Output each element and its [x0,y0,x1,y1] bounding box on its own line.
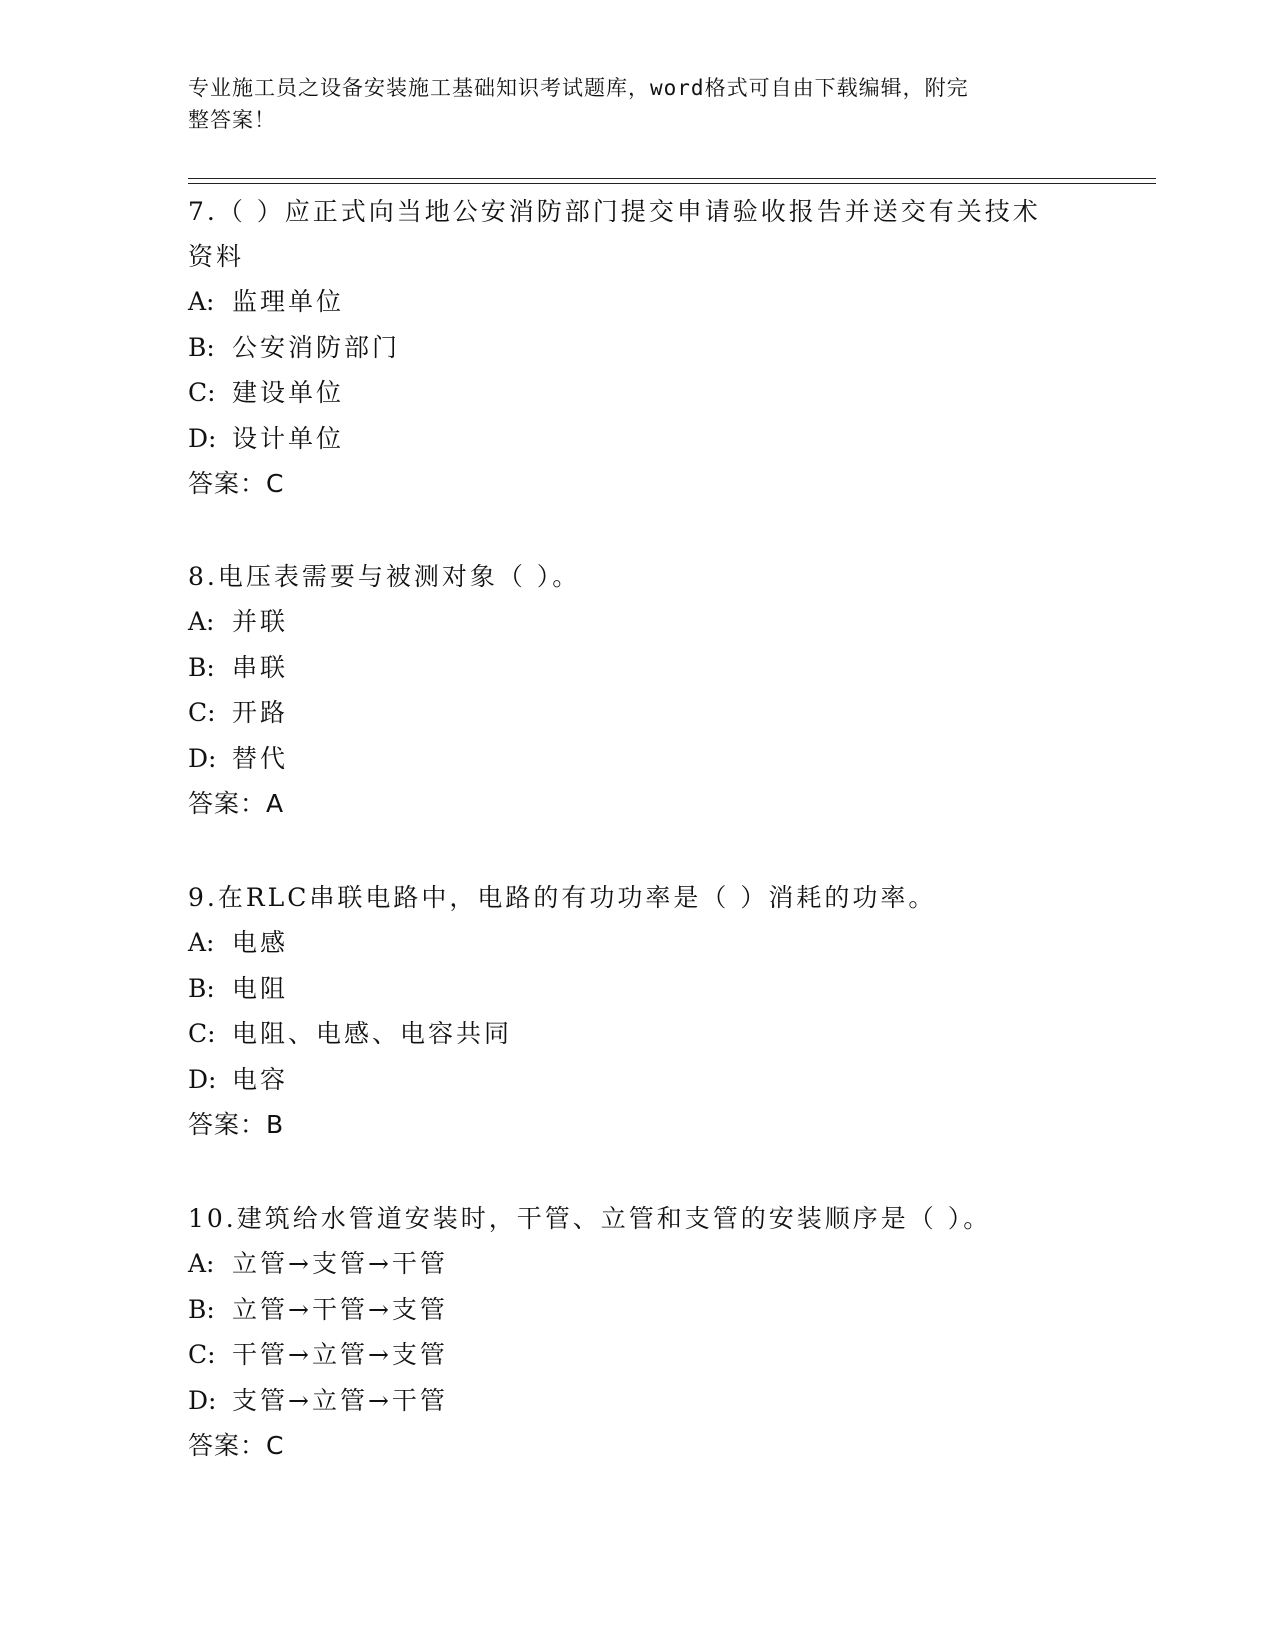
option-letter: A: [188,287,215,316]
option-text: 串联 [232,652,289,682]
document-header [188,72,1088,136]
question-stem-line: 8.电压表需要与被测对象（ ）。 [188,562,581,591]
header-line-2: 整答案！ [188,108,276,132]
option-c [188,690,1088,736]
question-stem-line: 10.建筑给水管道安装时，干管、立管和支管的安装顺序是（ ）。 [188,1204,992,1233]
option-text: 公安消防部门 [232,332,401,362]
question-stem [188,189,1088,279]
option-letter: C: [188,1340,216,1369]
option-text: 设计单位 [232,423,345,453]
option-b [188,325,1088,371]
option-a [188,1241,1088,1287]
option-b [188,1287,1088,1333]
option-c [188,370,1088,416]
option-letter: A: [188,1249,215,1278]
option-text: 支管→立管→干管 [232,1385,448,1415]
option-text: 电阻 [232,973,289,1003]
option-text: 干管→立管→支管 [232,1340,448,1369]
option-c [188,1011,1088,1057]
option-letter: B: [188,1294,215,1324]
option-b [188,645,1088,691]
question-stem-line: 9.在RLC串联电路中，电路的有功功率是（ ）消耗的功率。 [188,883,937,912]
answer-line: 答案：A [188,789,285,818]
option-d [188,1057,1088,1103]
option-a [188,279,1088,325]
question-stem [188,875,1088,920]
question-stem-line: 7.（ ）应正式向当地公安消防部门提交申请验收报告并送交有关技术 [188,197,1041,226]
question-stem [188,1196,1088,1241]
header-divider-top [188,178,1156,179]
answer-line: 答案：C [188,1431,285,1460]
option-text: 监理单位 [232,287,345,316]
option-d [188,416,1088,462]
option-text: 立管→干管→支管 [232,1294,448,1324]
option-d [188,736,1088,782]
option-text: 开路 [232,698,289,727]
option-letter: C: [188,1019,216,1048]
option-text: 电感 [232,928,289,957]
option-letter: B: [188,652,215,682]
header-line-1: 专业施工员之设备安装施工基础知识考试题库，word格式可自由下载编辑，附完 [188,76,969,100]
question-8 [188,554,1088,826]
question-9 [188,875,1088,1147]
question-stem-line: 资料 [188,242,245,271]
option-text: 替代 [232,743,289,773]
question-stem [188,554,1088,599]
option-letter: D: [188,1064,217,1094]
option-letter: A: [188,928,215,957]
option-text: 电容 [232,1064,289,1094]
option-letter: A: [188,607,215,636]
question-10 [188,1196,1088,1468]
option-a [188,599,1088,645]
option-letter: B: [188,332,215,362]
option-letter: C: [188,378,216,407]
option-text: 立管→支管→干管 [232,1249,448,1278]
option-letter: D: [188,1385,217,1415]
option-b [188,966,1088,1012]
option-c [188,1332,1088,1378]
header-divider-bottom [188,183,1156,184]
option-letter: D: [188,423,217,453]
option-text: 建设单位 [232,378,345,407]
option-letter: C: [188,698,216,727]
option-text: 并联 [232,607,289,636]
option-a [188,920,1088,966]
answer-line: 答案：B [188,1110,285,1139]
option-letter: D: [188,743,217,773]
option-text: 电阻、电感、电容共同 [232,1019,513,1048]
option-d [188,1378,1088,1424]
option-letter: B: [188,973,215,1003]
answer-line: 答案：C [188,469,285,498]
question-7 [188,189,1088,506]
